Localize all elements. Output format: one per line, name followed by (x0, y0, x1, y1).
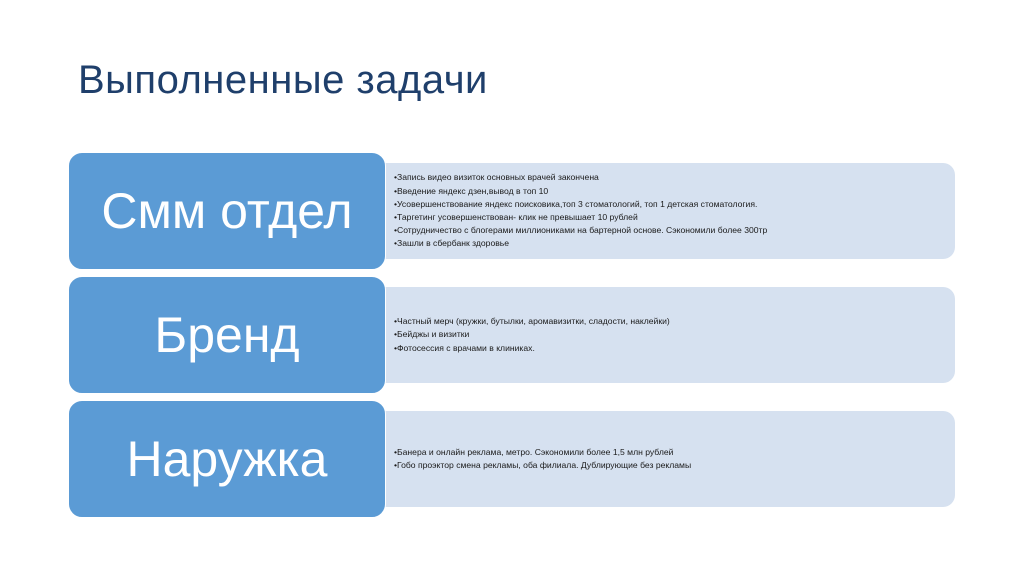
list-item: • Зашли в сбербанк здоровье (394, 237, 767, 250)
section-detail-panel (370, 411, 955, 507)
section-label-block: Бренд (68, 276, 386, 394)
section-detail-panel (370, 163, 955, 259)
list-item: • Введение яндекс дзен,вывод в топ 10 (394, 185, 767, 198)
section-label-block: Наружка (68, 400, 386, 518)
list-item: • Частный мерч (кружки, бутылки, аромавизитки, сладости, наклейки) (394, 315, 670, 328)
list-item: • Запись видео визиток основных врачей закончена (394, 171, 767, 184)
list-item: • Бейджы и визитки (394, 328, 670, 341)
list-item: • Усовершенствование яндекс поисковика,топ 3 стоматологий, топ 1 детская стоматология. (394, 198, 767, 211)
section-label-block: Смм отдел (68, 152, 386, 270)
bullet-list (394, 315, 670, 355)
list-item: • Таргетинг усовершенствован- клик не превышает 10 рублей (394, 211, 767, 224)
slide-title: Выполненные задачи (78, 58, 488, 102)
list-item: • Гобо проэктор смена рекламы, оба филиала. Дублирующие без рекламы (394, 459, 691, 472)
list-item: • Банера и онлайн реклама, метро. Сэкономили более 1,5 млн рублей (394, 446, 691, 459)
bullet-list (394, 171, 767, 250)
section-detail-panel (370, 287, 955, 383)
list-item: • Фотосессия с врачами в клиниках. (394, 342, 670, 355)
list-item: • Сотрудничество с блогерами миллиониками на бартерной основе. Сэкономили более 300тр (394, 224, 767, 237)
bullet-list (394, 446, 691, 472)
